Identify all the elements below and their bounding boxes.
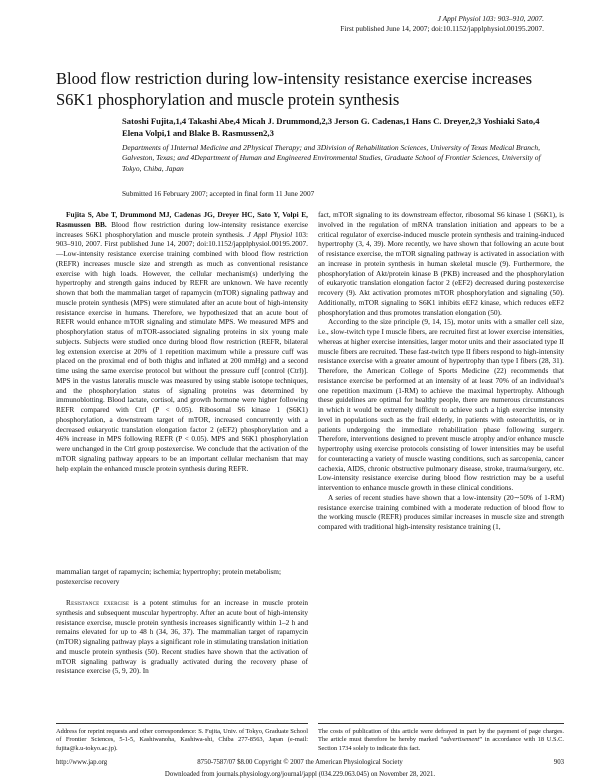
footnote-divider-right: [318, 723, 564, 724]
page-charges-emphasis: advertisement: [443, 736, 480, 744]
page-charges-text-b: ” in accordance with 18 U.S.C. Section 1734 solely to indicate this fact.: [318, 736, 564, 752]
affiliations: Departments of 1Internal Medicine and 2Physical Therapy; and 3Division of Rehabilitation Sciences, University of Texas Medical Branch, Galveston, Texas; and 4Department of Human and Engineered Environmental Studies, Graduate School of Frontier Sciences, University of Tokyo, Chiba, Japan: [122, 143, 541, 173]
page-charges-footnote: [318, 728, 564, 753]
author-list: Satoshi Fujita,1,4 Takashi Abe,4 Micah J. Drummond,2,3 Jerson G. Cadenas,1 Hans C. Dreyer,2,3 Yoshiaki Sato,4 Elena Volpi,1 and Blake B. Rasmussen2,3: [122, 116, 540, 138]
abstract-citation-title: Blood flow restriction during low-intensity resistance exercise increases S6K1 phosphorylation and muscle protein synthesis.: [56, 219, 308, 239]
abstract-body: Low-intensity resistance exercise training combined with blood flow restriction (REFR) increases muscle size and strength as much as conventional resistance exercise with high loads. However, the cellular mechanism(s) underlying the hypertrophy and strength gains induced by REFR are unknown. We have recently shown that both the mammalian target of rapamycin (mTOR) signaling pathway and muscle protein synthesis (MPS) were stimulated after an acute bout of high-intensity resistance exercise in humans. Therefore, we hypothesized that an acute bout of REFR would enhance mTOR signaling and stimulate MPS. We measured MPS and phosphorylation status of mTOR-associated signaling proteins in six young male subjects. Subjects were studied once during blood flow restriction (REFR, bilateral leg extension exercise at 20% of 1 repetition maximum while a pressure cuff was placed on the proximal end of both thighs and inflated at 200 mmHg) and a second time using the same exercise protocol but without the pressure cuff [control (Ctrl)]. MPS in the vastus lateralis muscle was measured by using stable isotope techniques, and the phosphorylation status of signaling proteins was determined by immunoblotting. Blood lactate, cortisol, and growth hormone were higher following REFR compared with Ctrl (P < 0.05). Ribosomal S6 kinase 1 (S6K1) phosphorylation, a downstream target of mTOR, increased concurrently with a decreased eukaryotic translation elongation factor 2 (eEF2) phosphorylation and a 46% increase in MPS following REFR (P < 0.05). MPS and S6K1 phosphorylation were unchanged in the Ctrl group postexercise. We conclude that the activation of the mTOR signaling pathway appears to be an important cellular mechanism that may help explain the enhanced muscle protein synthesis during REFR.: [56, 249, 308, 473]
correspondence-footnote: Address for reprint requests and other correspondence: S. Fujita, Univ. of Tokyo, Graduate School of Frontier Sciences, 5-1-5, Kashiwanoha, Kashiwa-shi, Chiba 277-8563, Japan (e-mail: fujita@k.u-tokyo.ac.jp).: [56, 728, 308, 752]
footnote-divider-left: [56, 723, 308, 724]
page-number: 903: [553, 759, 564, 766]
right-paragraph-3: A series of recent studies have shown that a low-intensity (20∼50% of 1-RM) resistance exercise training combined with a moderate reduction of blood flow to the working muscle (REFR) produces similar increases in muscle size and strength compared with traditional high-intensity resistance training (1,: [318, 492, 564, 531]
copyright-line: 8750-7587/07 $8.00 Copyright © 2007 the American Physiological Society: [197, 759, 403, 766]
intro-body: is a potent stimulus for an increase in muscle protein synthesis and subsequent muscular hypertrophy. After an acute bout of high-intensity resistance exercise, muscle protein synthesis increases significantly within 1–2 h and remains elevated for up to 48 h (34, 36, 37). The mammalian target of rapamycin (mTOR) signaling pathway plays a significant role in stimulating translation initiation and muscle protein synthesis (50). Recent studies have shown that the activation of mTOR signaling pathway is gradually activated during the recovery phase of resistance exercise (5, 9, 20). In: [56, 598, 308, 676]
introduction-paragraph: [56, 598, 308, 676]
abstract-citation-journal: J Appl Physiol: [247, 229, 293, 239]
right-paragraph-2: According to the size principle (9, 14, 15), motor units with a smaller cell size, i.e., slow-twitch type I muscle fibers, are recruited first at lower exercise intensities, whereas at higher exercise intensities, larger motor units and their associated type II muscle fibers are recruited. These fast-twitch type II fibers respond to high-intensity resistance exercise with a greater amount of hypertrophy than type I fibers (28, 31). Therefore, the American College of Sports Medicine (22) recommends that resistance exercise be performed at an intensity of at least 70% of an individual’s one repetition maximum (1-RM) to achieve the maximal hypertrophy. Although these guidelines are optimal for healthy people, there are numerous circumstances in which it would be extremely difficult to achieve such a high exercise intensity level in populations such as the frail elderly, in patients with osteoarthritis, or in patients undergoing the immediate rehabilitation phase following surgery. Therefore, interventions designed to prevent muscle atrophy and/or enhance muscle hypertrophy using exercise protocols consisting of lower intensities may be useful for counteracting a variety of muscle wasting conditions, such as sarcopenia, cancer cachexia, AIDS, chronic obstructive pulmonary disease, stroke, trauma/surgery, etc. Low-intensity resistance exercise during blood flow restriction may be a useful intervention to enhance muscle growth in these clinical conditions.: [318, 317, 564, 492]
first-published-line: First published June 14, 2007; doi:10.1152/japplphysiol.00195.2007.: [340, 24, 544, 33]
intro-lead: Resistance exercise: [66, 598, 130, 607]
journal-header: [184, 14, 544, 34]
journal-reference: J Appl Physiol 103: 903–910, 2007.: [437, 14, 544, 23]
abstract-citation-authors: Fujita S, Abe T, Drummond MJ, Cadenas JG, Dreyer HC, Sato Y, Volpi E, Rasmussen BB.: [56, 210, 308, 229]
page-charges-text-a: The costs of publication of this article were defrayed in part by the payment of page charges. The article must therefore be hereby marked “: [318, 728, 564, 744]
abstract-citation-rest: 103: 903–910, 2007. First published June 14, 2007; doi:10.1152/japplphysiol.00195.2007.—: [56, 229, 308, 258]
article-title: Blood flow restriction during low-intensity resistance exercise increases S6K1 phosphorylation and muscle protein synthesis: [56, 69, 533, 109]
right-paragraph-1: fact, mTOR signaling to its downstream effector, ribosomal S6 kinase 1 (S6K1), is involved in the regulation of mRNA translation initiation and appears to be a critical regulator of exercise-induced muscle protein synthesis and training-induced hypertrophy (3, 4, 39). More recently, we have shown that following an acute bout of resistance exercise, the mTOR signaling pathway is activated in association with an increase in protein synthesis in human skeletal muscle (9). Furthermore, the phosphorylation of Akt/protein kinase B (PKB) increased and the phosphorylation of eukaryotic translation elongation factor 2 (eEF2) decreased during postexercise recovery (9). Akt activation promotes mTOR phosphorylation and signaling (50). Additionally, mTOR signaling to S6K1 inhibits eEF2 kinase, which reduces eEF2 phosphorylation and thus promotes translation elongation (50).: [318, 210, 564, 317]
abstract: [56, 210, 308, 473]
submission-dates: Submitted 16 February 2007; accepted in final form 11 June 2007: [122, 189, 315, 198]
keywords: mammalian target of rapamycin; ischemia; hypertrophy; protein metabolism; postexercise recovery: [56, 567, 281, 586]
download-notice: Downloaded from journals.physiology.org/journal/jappl (034.229.063.045) on November 28, 2021.: [164, 771, 436, 778]
journal-url[interactable]: http://www.jap.org: [56, 759, 108, 766]
right-column: [318, 210, 564, 532]
